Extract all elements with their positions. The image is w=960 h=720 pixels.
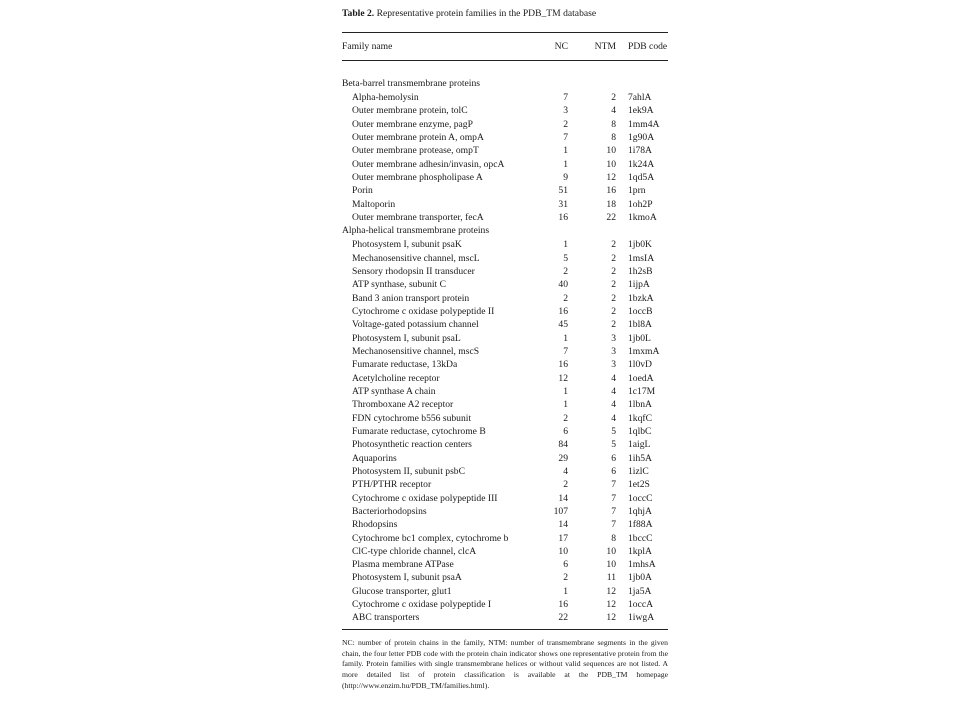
nc-cell: 2 [563, 412, 568, 424]
pdb-code-cell: 1occB [628, 305, 653, 317]
family-name-cell: Rhodopsins [352, 519, 398, 531]
family-name-cell: Glucose transporter, glut1 [352, 585, 452, 597]
header-pdb-code: PDB code [628, 41, 668, 52]
table-caption-label: Table 2. [342, 8, 375, 19]
table-row [342, 372, 668, 385]
pdb-code-cell: 1ih5A [628, 452, 652, 464]
ntm-cell: 2 [611, 265, 616, 277]
nc-cell: 2 [563, 118, 568, 130]
table-row [342, 292, 668, 305]
pdb-code-cell: 1k24A [628, 158, 655, 170]
family-name-cell: Fumarate reductase, 13kDa [352, 359, 458, 371]
pdb-code-cell: 1aigL [628, 439, 651, 451]
nc-cell: 2 [563, 572, 568, 584]
family-name-cell: ATP synthase A chain [352, 385, 436, 397]
pdb-code-cell: 1qlbC [628, 425, 652, 437]
family-name-cell: Photosynthetic reaction centers [352, 439, 472, 451]
table-row [342, 104, 668, 117]
table-header-row [342, 33, 668, 60]
nc-cell: 7 [563, 345, 568, 357]
table-row [342, 198, 668, 211]
family-name-cell: ATP synthase, subunit C [352, 279, 446, 291]
table-row [342, 518, 668, 531]
ntm-cell: 5 [611, 439, 616, 451]
pdb-code-cell: 1kplA [628, 545, 652, 557]
ntm-cell: 6 [611, 452, 616, 464]
nc-cell: 45 [558, 319, 568, 331]
table-row [342, 91, 668, 104]
table-row [342, 412, 668, 425]
table-row [342, 332, 668, 345]
ntm-cell: 2 [611, 319, 616, 331]
header-ntm: NTM [594, 41, 616, 52]
nc-cell: 40 [558, 279, 568, 291]
pdb-code-cell: 1ijpA [628, 279, 650, 291]
table-row [342, 478, 668, 491]
ntm-cell: 10 [606, 545, 616, 557]
table-row [342, 305, 668, 318]
nc-cell: 1 [563, 158, 568, 170]
family-name-cell: Outer membrane adhesin/invasin, opcA [352, 158, 505, 170]
family-name-cell: Aquaporins [352, 452, 397, 464]
table-caption [342, 8, 668, 24]
family-name-cell: Bacteriorhodopsins [352, 505, 427, 517]
table-2 [342, 8, 668, 691]
table-row [342, 158, 668, 171]
pdb-code-cell: 1msIA [628, 252, 655, 264]
ntm-cell: 4 [611, 372, 616, 384]
table-footnote: NC: number of protein chains in the family, NTM: number of transmembrane segments in the given chain, the four letter PDB code with the protein chain indicator shows one representative protein from the family. Protein families with single transmembrane helices or without valid sequences are not listed. A more detailed list of protein classification is available at the PDB_TM homepage (http://www.enzim.hu/PDB_TM/families.html). [342, 637, 668, 690]
bottom-rule [342, 629, 668, 630]
ntm-cell: 4 [611, 385, 616, 397]
nc-cell: 14 [558, 519, 568, 531]
ntm-cell: 6 [611, 465, 616, 477]
family-name-cell: Sensory rhodopsin II transducer [352, 265, 475, 277]
table-row [342, 265, 668, 278]
ntm-cell: 2 [611, 292, 616, 304]
pdb-code-cell: 1mhsA [628, 559, 656, 571]
pdb-code-cell: 1bzkA [628, 292, 654, 304]
ntm-cell: 2 [611, 92, 616, 103]
nc-cell: 31 [558, 198, 568, 210]
table-row [342, 318, 668, 331]
table-row [342, 611, 668, 624]
table-row [342, 505, 668, 518]
nc-cell: 107 [553, 505, 568, 517]
pdb-code-cell: 1qd5A [628, 171, 655, 183]
pdb-code-cell: 1iwgA [628, 612, 655, 624]
nc-cell: 3 [563, 105, 568, 117]
ntm-cell: 4 [611, 399, 616, 411]
table-row [342, 278, 668, 291]
table-row [342, 144, 668, 157]
header-nc: NC [554, 41, 568, 52]
pdb-code-cell: 1bccC [628, 532, 653, 544]
ntm-cell: 5 [611, 425, 616, 437]
nc-cell: 1 [563, 239, 568, 251]
table-row [342, 598, 668, 611]
family-name-cell: Mechanosensitive channel, mscS [352, 345, 480, 357]
pdb-code-cell: 1g90A [628, 131, 655, 143]
table-row [342, 385, 668, 398]
table-row [342, 425, 668, 438]
family-name-cell: Photosystem I, subunit psaK [352, 239, 462, 251]
family-name-cell: Photosystem II, subunit psbC [352, 465, 466, 477]
table-row [342, 438, 668, 451]
ntm-cell: 4 [611, 412, 616, 424]
ntm-cell: 12 [606, 171, 616, 183]
table-row [342, 398, 668, 411]
nc-cell: 9 [563, 171, 568, 183]
table-caption-title: Representative protein families in the PDB_TM database [376, 8, 597, 19]
family-name-cell: Photosystem I, subunit psaA [352, 572, 462, 584]
pdb-code-cell: 1prn [628, 185, 646, 197]
nc-cell: 1 [563, 585, 568, 597]
group-heading: Beta-barrel transmembrane proteins [342, 78, 480, 89]
nc-cell: 2 [563, 265, 568, 277]
nc-cell: 29 [558, 452, 568, 464]
ntm-cell: 3 [611, 359, 616, 371]
table-row [342, 171, 668, 184]
family-name-cell: ClC-type chloride channel, clcA [352, 545, 477, 557]
family-name-cell: Plasma membrane ATPase [352, 559, 454, 571]
ntm-cell: 12 [606, 599, 616, 611]
ntm-cell: 4 [611, 105, 616, 117]
pdb-code-cell: 1ek9A [628, 105, 654, 117]
family-name-cell: FDN cytochrome b556 subunit [352, 412, 472, 424]
pdb-code-cell: 1qhjA [628, 505, 652, 517]
pdb-code-cell: 1kmoA [628, 211, 657, 223]
pdb-code-cell: 1c17M [628, 385, 656, 397]
header-family-name: Family name [342, 41, 393, 52]
table-row [342, 131, 668, 144]
ntm-cell: 7 [611, 479, 616, 491]
pdb-code-cell: 1occC [628, 492, 653, 504]
pdb-code-cell: 1bl8A [628, 319, 652, 331]
pdb-code-cell: 1jb0K [628, 239, 652, 251]
family-name-cell: Outer membrane enzyme, pagP [352, 118, 473, 130]
pdb-code-cell: 1et2S [628, 479, 650, 491]
family-name-cell: Thromboxane A2 receptor [352, 399, 454, 411]
pdb-code-cell: 1h2sB [628, 265, 653, 277]
nc-cell: 22 [558, 612, 568, 624]
ntm-cell: 8 [611, 118, 616, 130]
ntm-cell: 8 [611, 532, 616, 544]
ntm-cell: 7 [611, 492, 616, 504]
family-name-cell: Photosystem I, subunit psaL [352, 332, 461, 344]
nc-cell: 16 [558, 359, 568, 371]
nc-cell: 16 [558, 211, 568, 223]
pdb-code-cell: 1lbnA [628, 399, 652, 411]
ntm-cell: 10 [606, 158, 616, 170]
family-name-cell: Cytochrome c oxidase polypeptide I [352, 599, 492, 611]
pdb-code-cell: 1ja5A [628, 585, 652, 597]
group-heading: Alpha-helical transmembrane proteins [342, 225, 490, 237]
table-row [342, 184, 668, 197]
ntm-cell: 3 [611, 345, 616, 357]
ntm-cell: 10 [606, 559, 616, 571]
table-body [342, 77, 668, 625]
ntm-cell: 11 [606, 572, 616, 584]
ntm-cell: 10 [606, 145, 616, 157]
family-name-cell: Porin [352, 185, 373, 197]
family-name-cell: Outer membrane phospholipase A [352, 171, 483, 183]
ntm-cell: 12 [606, 585, 616, 597]
pdb-code-cell: 1oh2P [628, 198, 653, 210]
table-row [342, 358, 668, 371]
ntm-cell: 8 [611, 131, 616, 143]
ntm-cell: 18 [606, 198, 616, 210]
table-row [342, 532, 668, 545]
nc-cell: 1 [563, 399, 568, 411]
family-name-cell: Outer membrane transporter, fecA [352, 211, 484, 223]
ntm-cell: 2 [611, 252, 616, 264]
nc-cell: 17 [558, 532, 568, 544]
pdb-code-cell: 1kqfC [628, 412, 652, 424]
table-row [342, 238, 668, 251]
nc-cell: 14 [558, 492, 568, 504]
ntm-cell: 7 [611, 505, 616, 517]
table-row [342, 211, 668, 224]
header-rule [342, 60, 668, 61]
ntm-cell: 2 [611, 239, 616, 251]
ntm-cell: 12 [606, 612, 616, 624]
family-name-cell: Cytochrome bc1 complex, cytochrome b [352, 532, 509, 544]
nc-cell: 1 [563, 332, 568, 344]
pdb-code-cell: 7ahlA [628, 92, 652, 103]
ntm-cell: 16 [606, 185, 616, 197]
table-row [342, 252, 668, 265]
family-name-cell: Voltage-gated potassium channel [352, 319, 479, 331]
nc-cell: 16 [558, 305, 568, 317]
family-name-cell: Outer membrane protein A, ompA [352, 131, 484, 143]
family-name-cell: Acetylcholine receptor [352, 372, 440, 384]
family-name-cell: Mechanosensitive channel, mscL [352, 252, 480, 264]
nc-cell: 7 [563, 92, 568, 103]
nc-cell: 2 [563, 479, 568, 491]
nc-cell: 6 [563, 425, 568, 437]
table-row [342, 545, 668, 558]
nc-cell: 10 [558, 545, 568, 557]
table-row [342, 585, 668, 598]
pdb-code-cell: 1oedA [628, 372, 654, 384]
ntm-cell: 2 [611, 305, 616, 317]
ntm-cell: 7 [611, 519, 616, 531]
pdb-code-cell: 1i78A [628, 145, 652, 157]
family-name-cell: Cytochrome c oxidase polypeptide II [352, 305, 495, 317]
table-row [342, 118, 668, 131]
family-name-cell: Outer membrane protein, tolC [352, 105, 468, 117]
table-row [342, 452, 668, 465]
pdb-code-cell: 1jb0A [628, 572, 652, 584]
family-name-cell: ABC transporters [352, 612, 420, 624]
table-row [342, 345, 668, 358]
family-name-cell: Alpha-hemolysin [352, 92, 419, 103]
pdb-code-cell: 1occA [628, 599, 654, 611]
nc-cell: 7 [563, 131, 568, 143]
table-row [342, 558, 668, 571]
pdb-code-cell: 1l0vD [628, 359, 652, 371]
nc-cell: 4 [563, 465, 568, 477]
nc-cell: 84 [558, 439, 568, 451]
ntm-cell: 22 [606, 211, 616, 223]
nc-cell: 16 [558, 599, 568, 611]
family-name-cell: Band 3 anion transport protein [352, 292, 470, 304]
nc-cell: 6 [563, 559, 568, 571]
nc-cell: 2 [563, 292, 568, 304]
pdb-code-cell: 1mxmA [628, 345, 660, 357]
ntm-cell: 2 [611, 279, 616, 291]
pdb-code-cell: 1mm4A [628, 118, 660, 130]
table-row [342, 492, 668, 505]
nc-cell: 51 [558, 185, 568, 197]
table-row [342, 465, 668, 478]
nc-cell: 1 [563, 385, 568, 397]
family-name-cell: PTH/PTHR receptor [352, 479, 432, 491]
nc-cell: 1 [563, 145, 568, 157]
table-row [342, 571, 668, 584]
family-name-cell: Cytochrome c oxidase polypeptide III [352, 492, 498, 504]
pdb-code-cell: 1f88A [628, 519, 653, 531]
family-name-cell: Outer membrane protease, ompT [352, 145, 479, 157]
nc-cell: 12 [558, 372, 568, 384]
ntm-cell: 3 [611, 332, 616, 344]
nc-cell: 5 [563, 252, 568, 264]
pdb-code-cell: 1izlC [628, 465, 649, 477]
family-name-cell: Maltoporin [352, 198, 396, 210]
family-name-cell: Fumarate reductase, cytochrome B [352, 425, 486, 437]
pdb-code-cell: 1jb0L [628, 332, 651, 344]
